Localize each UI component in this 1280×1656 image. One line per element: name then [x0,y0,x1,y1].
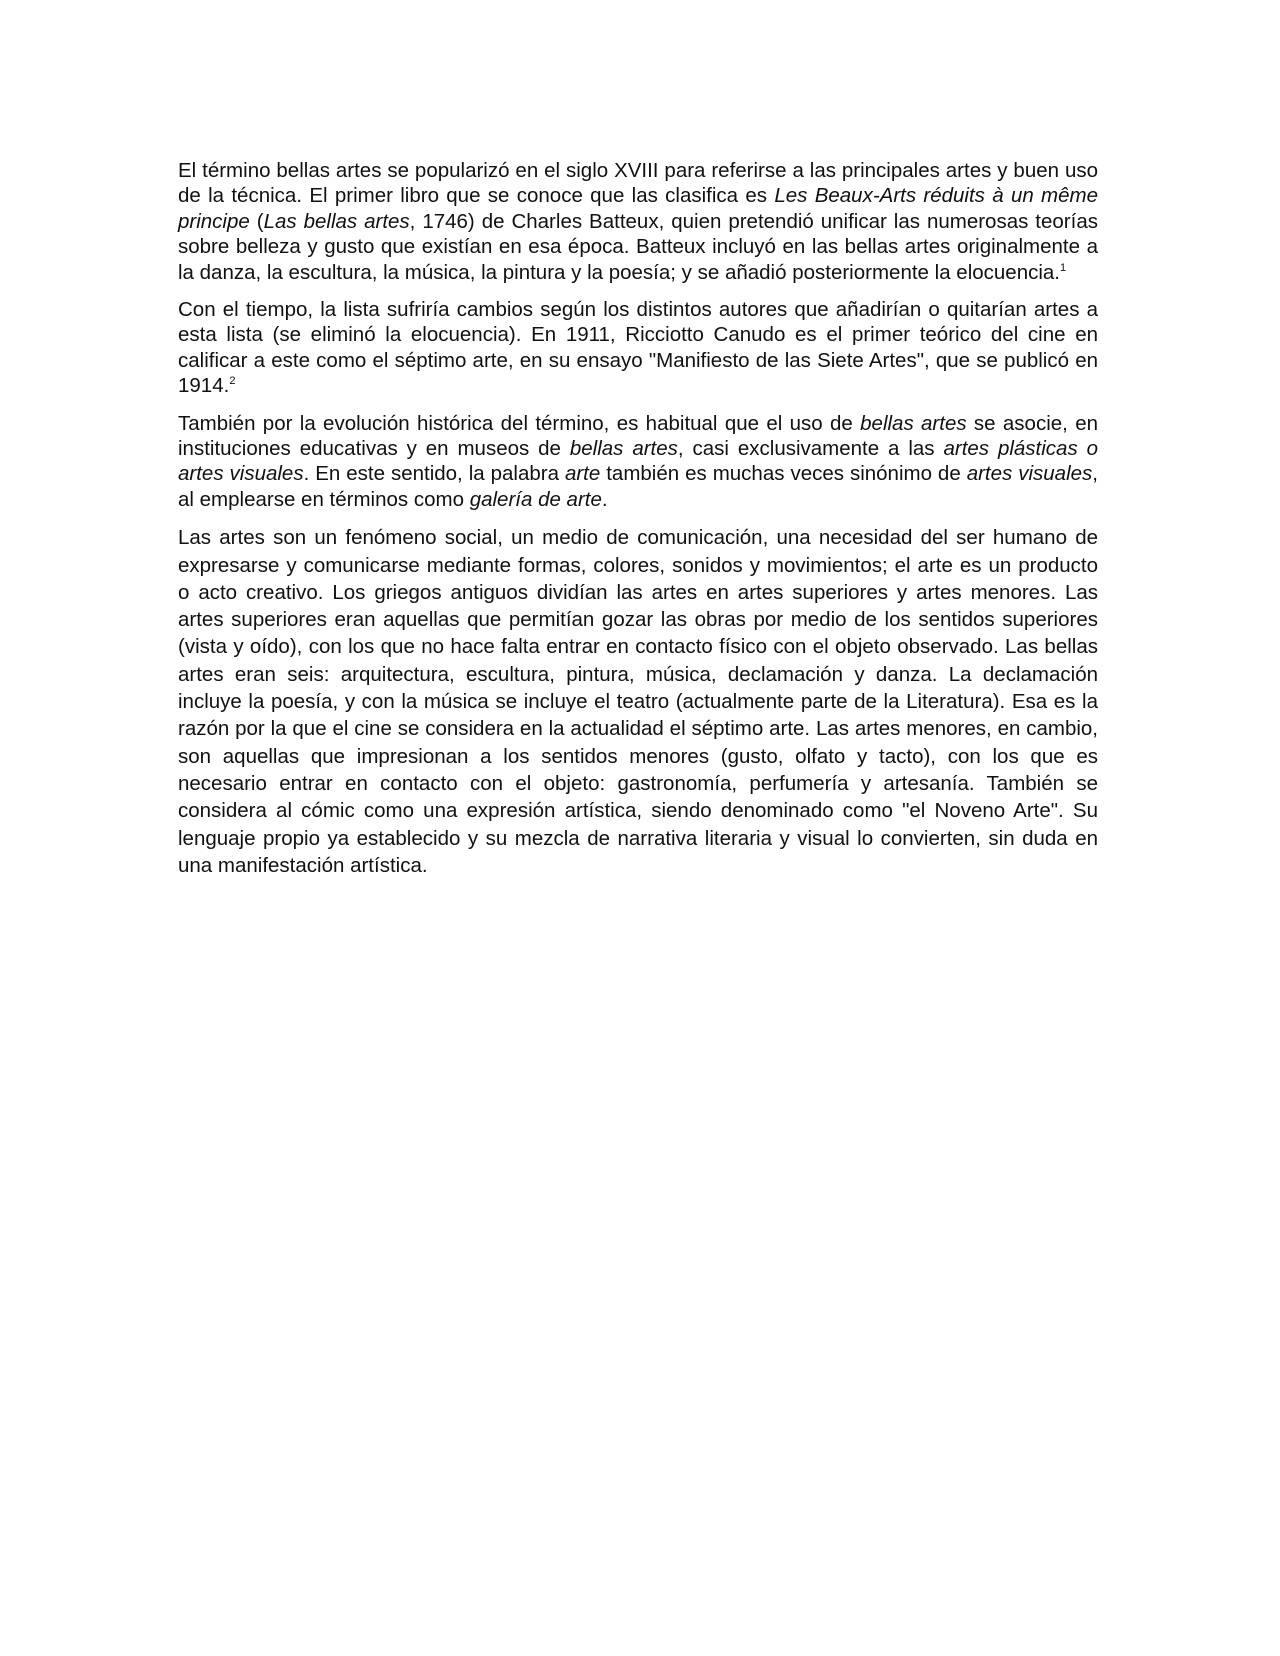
italic-text: bellas artes [569,437,678,461]
footnote-ref: 2 [229,375,236,388]
italic-text: Les Beaux-Arts réduits à un même principe [178,184,1098,233]
text-run: . [601,487,608,511]
italic-text: artes visuales [966,462,1093,486]
document-page [178,158,1098,891]
paragraph-bellas-artes-origen [178,158,1098,285]
italic-text: Las bellas artes [263,209,410,233]
text-run: , casi exclusivamente a las [677,437,944,461]
italic-text: arte [564,462,601,486]
text-run: , 1746) de Charles Batteux, quien pretendió unificar las numerosas teorías sobre belleza y gusto que existían en esa época. Batteux incluyó en las bellas artes originalmente a la danza, la escultura, la música, la pintura y la poesía; y se añadió posteriormente la elocuencia. [178,209,1098,284]
text-run: También por la evolución histórica del término, es habitual que el uso de [178,411,861,435]
italic-text: bellas artes [860,411,967,435]
text-run: Con el tiempo, la lista sufriría cambios según los distintos autores que añadirían o quitarían artes a esta lista (se eliminó la elocuencia). En 1911, Ricciotto Canudo es el primer teórico del cine en calificar a este como el séptimo arte, en su ensayo "Manifiesto de las Siete Artes", que se publicó en 1914. [178,298,1098,398]
text-run: , al emplearse en términos como [178,462,1098,511]
paragraph-artes-fenomeno-social [178,524,1098,879]
footnote-ref: 1 [1060,261,1067,274]
text-run: ( [249,209,264,233]
text-run: se asocie, en instituciones educativas y en museos de [178,411,1098,461]
text-run: también es muchas veces sinónimo de [600,462,967,486]
text-run: El término bellas artes se popularizó en el siglo XVIII para referirse a las principales artes y buen uso de la técnica. El primer libro que se conoce que las clasifica es [178,159,1098,208]
paragraph-septimo-arte [178,297,1098,399]
text-run: Las artes son un fenómeno social, un medio de comunicación, una necesidad del ser humano de expresarse y comunicarse mediante formas, colores, sonidos y movimientos; el arte es un producto o acto creativo. Los griegos antiguos dividían las artes en artes superiores y artes menores. Las artes superiores eran aquellas que permitían gozar las obras por medio de los sentidos superiores (vista y oído), con los que no hace falta entrar en contacto físico con el objeto observado. Las bellas artes eran seis: arquitectura, escultura, pintura, música, declamación y danza. La declamación incluye la poesía, y con la música se incluye el teatro (actualmente parte de la Literatura). Esa es la razón por la que el cine se considera en la actualidad el séptimo arte. Las artes menores, en cambio, son aquellas que impresionan a los sentidos menores (gusto, olfato y tacto), con los que es necesario entrar en contacto con el objeto: gastronomía, perfumería y artesanía. También se considera al cómic como una expresión artística, siendo denominado como "el Noveno Arte". Su lenguaje propio ya establecido y su mezcla de narrativa literaria y visual lo convierten, sin duda en una manifestación artística. [178,526,1098,877]
paragraph-uso-termino [178,411,1098,513]
italic-text: artes plásticas o artes visuales [178,437,1099,486]
text-run: . En este sentido, la palabra [303,462,565,486]
italic-text: galería de arte [469,487,602,511]
